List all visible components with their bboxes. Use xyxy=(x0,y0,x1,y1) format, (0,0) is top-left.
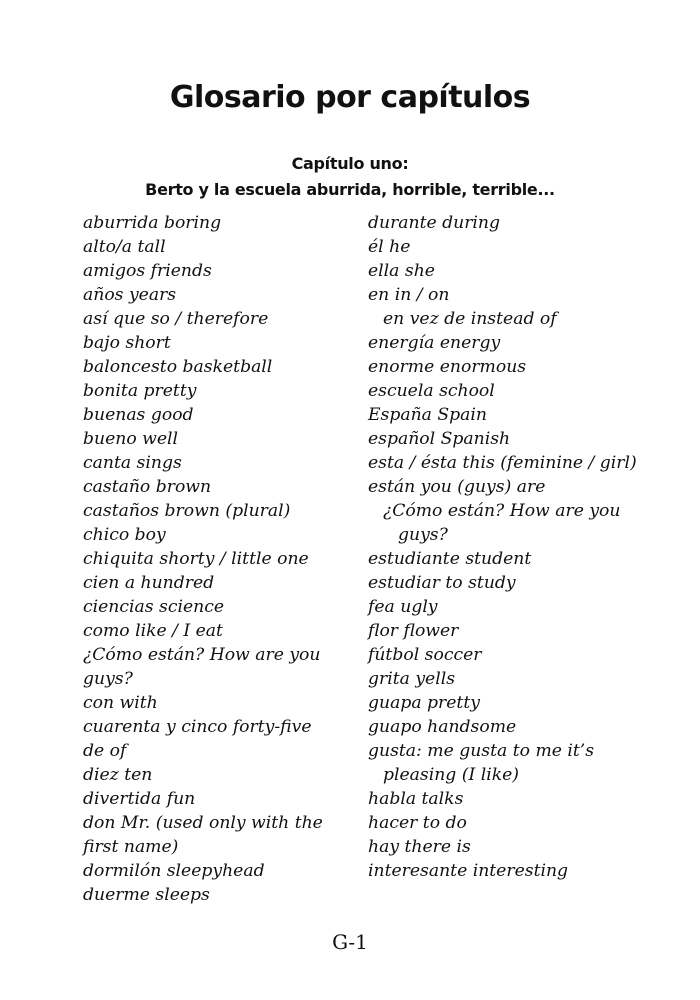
glossary-entry: como like / I eat xyxy=(83,621,223,641)
glossary-entry: en in / on xyxy=(368,285,450,305)
glossary-subentry: en vez de instead of xyxy=(383,309,557,329)
glossary-entry: durante during xyxy=(368,213,501,233)
glossary-entry: habla talks xyxy=(368,789,464,809)
page-number: G-1 xyxy=(332,930,368,954)
glossary-entry: cuarenta y cinco forty-five xyxy=(83,717,312,737)
glossary-entry: aburrida boring xyxy=(83,213,222,233)
glossary-entry: España Spain xyxy=(368,405,487,425)
glossary-entry: chico boy xyxy=(83,525,166,545)
glossary-entry-continuation: guys? xyxy=(398,525,448,545)
chapter-label: Capítulo uno: xyxy=(291,154,409,173)
glossary-entry: escuela school xyxy=(368,381,495,401)
page-title: Glosario por capítulos xyxy=(169,80,531,115)
glossary-entry: bonita pretty xyxy=(83,381,197,401)
glossary-entry-continuation: pleasing (I like) xyxy=(383,765,520,785)
glossary-entry: así que so / therefore xyxy=(83,309,269,329)
glossary-entry-continuation: guys? xyxy=(83,669,133,689)
glossary-entry: interesante interesting xyxy=(368,861,569,881)
glossary-entry: buenas good xyxy=(83,405,194,425)
glossary-entry: canta sings xyxy=(83,453,182,473)
glossary-entry: esta / ésta this (feminine / girl) xyxy=(368,453,637,473)
glossary-entry: energía energy xyxy=(368,333,501,353)
glossary-entry: él he xyxy=(368,237,411,257)
glossary-entry: estudiante student xyxy=(368,549,532,569)
glossary-entry: de of xyxy=(83,741,127,761)
glossary-entry: guapo handsome xyxy=(368,717,517,737)
glossary-entry: años years xyxy=(83,285,177,305)
glossary-entry: enorme enormous xyxy=(368,357,527,377)
glossary-entry: fea ugly xyxy=(368,597,438,617)
glossary-left-column xyxy=(83,211,323,907)
glossary-entry: chiquita shorty / little one xyxy=(83,549,309,569)
chapter-name: Berto y la escuela aburrida, horrible, terrible... xyxy=(145,180,555,199)
glossary-entry: don Mr. (used only with the xyxy=(83,813,323,833)
glossary-entry: amigos friends xyxy=(83,261,212,281)
glossary-entry: fútbol soccer xyxy=(368,645,482,665)
glossary-entry: castaño brown xyxy=(83,477,212,497)
glossary-entry: estudiar to study xyxy=(368,573,516,593)
glossary-entry: ella she xyxy=(368,261,435,281)
glossary-entry-continuation: first name) xyxy=(83,837,179,857)
chapter-heading xyxy=(0,151,700,203)
glossary-entry: hay there is xyxy=(368,837,471,857)
glossary-entry: con with xyxy=(83,693,158,713)
glossary-subentry: ¿Cómo están? How are you xyxy=(383,501,621,521)
glossary-entry: ciencias science xyxy=(83,597,224,617)
glossary-entry: grita yells xyxy=(368,669,456,689)
glossary-entry: castaños brown (plural) xyxy=(83,501,291,521)
glossary-entry: ¿Cómo están? How are you xyxy=(83,645,321,665)
glossary-entry: gusta: me gusta to me it’s xyxy=(368,741,595,761)
glossary-entry: flor flower xyxy=(368,621,459,641)
glossary-entry: duerme sleeps xyxy=(83,885,210,905)
glossary-entry: diez ten xyxy=(83,765,153,785)
glossary-entry: están you (guys) are xyxy=(368,477,546,497)
glossary-entry: bajo short xyxy=(83,333,171,353)
glossary-entry: hacer to do xyxy=(368,813,467,833)
glossary-entry: dormilón sleepyhead xyxy=(83,861,265,881)
glossary-entry: español Spanish xyxy=(368,429,511,449)
glossary-entry: divertida fun xyxy=(83,789,196,809)
glossary-entry: baloncesto basketball xyxy=(83,357,273,377)
glossary-entry: cien a hundred xyxy=(83,573,215,593)
glossary-entry: bueno well xyxy=(83,429,179,449)
glossary-entry: alto/a tall xyxy=(83,237,166,257)
glossary-right-column xyxy=(368,211,637,883)
glossary-entry: guapa pretty xyxy=(368,693,480,713)
